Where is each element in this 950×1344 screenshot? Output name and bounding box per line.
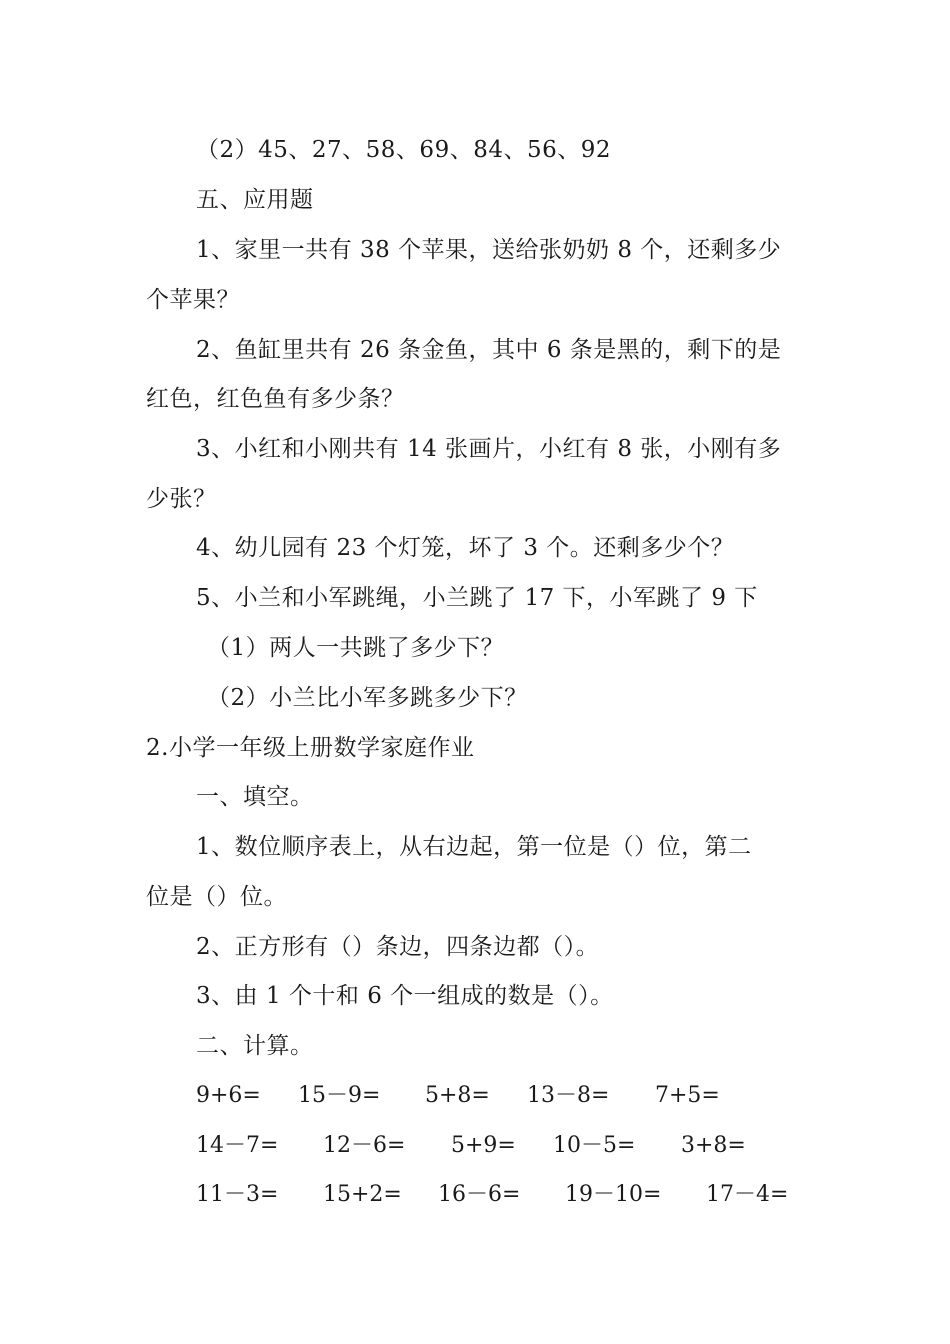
calc-item: 17－4= xyxy=(706,1182,789,1207)
calc-item: 10－5= xyxy=(553,1133,636,1158)
calc-item: 15+2= xyxy=(323,1182,402,1207)
calc-item: 7+5= xyxy=(655,1083,720,1108)
problem-1-line-2: 个苹果？ xyxy=(146,287,240,313)
section-heading-fill-blank: 一、填空。 xyxy=(196,784,314,810)
problem-3-line-2: 少张？ xyxy=(146,486,217,512)
problem-5-sub-2: （2）小兰比小军多跳多少下？ xyxy=(207,685,528,711)
calc-item: 13－8= xyxy=(527,1083,610,1108)
fill-blank-3: 3、由 1 个十和 6 个一组成的数是（）。 xyxy=(196,983,614,1009)
calc-item: 9+6= xyxy=(196,1083,261,1108)
problem-2-line-1: 2、鱼缸里共有 26 条金鱼，其中 6 条是黑的，剩下的是 xyxy=(196,337,782,363)
calc-item: 16－6= xyxy=(438,1182,521,1207)
problem-1-line-1: 1、家里一共有 38 个苹果，送给张奶奶 8 个，还剩多少 xyxy=(196,237,782,263)
document-title: 2.小学一年级上册数学家庭作业 xyxy=(146,735,475,761)
calc-item: 14－7= xyxy=(196,1133,279,1158)
sorting-item-2: （2）45、27、58、69、84、56、92 xyxy=(196,137,611,163)
section-heading-calculation: 二、计算。 xyxy=(196,1033,314,1059)
calc-item: 5+8= xyxy=(425,1083,490,1108)
problem-3-line-1: 3、小红和小刚共有 14 张画片，小红有 8 张，小刚有多 xyxy=(196,436,782,462)
calc-item: 3+8= xyxy=(681,1133,746,1158)
fill-blank-1-line-1: 1、数位顺序表上，从右边起，第一位是（）位，第二 xyxy=(196,834,752,860)
calc-item: 15－9= xyxy=(298,1083,381,1108)
problem-2-line-2: 红色，红色鱼有多少条？ xyxy=(146,386,405,412)
calc-item: 5+9= xyxy=(451,1133,516,1158)
calc-item: 12－6= xyxy=(323,1133,406,1158)
calc-item: 11－3= xyxy=(196,1182,279,1207)
fill-blank-2: 2、正方形有（）条边，四条边都（）。 xyxy=(196,934,600,960)
problem-5: 5、小兰和小军跳绳，小兰跳了 17 下，小军跳了 9 下 xyxy=(196,585,758,611)
problem-5-sub-1: （1）两人一共跳了多少下？ xyxy=(207,635,505,661)
calc-item: 19－10= xyxy=(565,1182,662,1207)
fill-blank-1-line-2: 位是（）位。 xyxy=(146,884,287,910)
problem-4: 4、幼儿园有 23 个灯笼，坏了 3 个。还剩多少个？ xyxy=(196,535,735,561)
section-heading-applications: 五、应用题 xyxy=(196,187,314,213)
